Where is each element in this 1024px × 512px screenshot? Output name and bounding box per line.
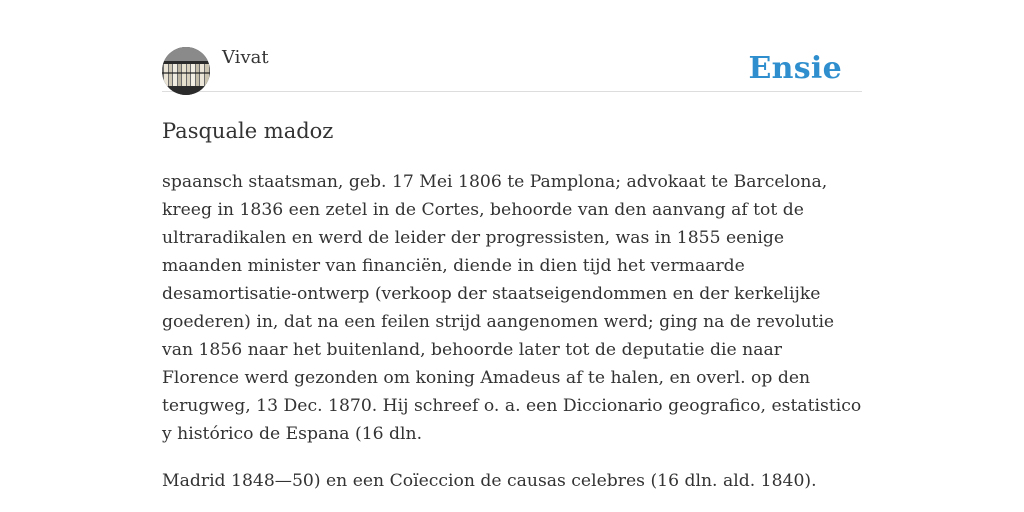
paragraph: spaansch staatsman, geb. 17 Mei 1806 te Pamplona; advokaat te Barcelona, kreeg in 1836 een zetel in de Cortes, behoorde van den aanvang af tot de ultraradikalen en werd de leider der progressisten, was in 1855 eenige maanden minister van financiën, diende in dien tijd het vermaarde desamortisatie-ontwerp (verkoop der staatseigendommen en der kerkelijke goederen) in, dat na een feilen strijd aangenomen werd; ging na de revolutie van 1856 naar het buitenland, behoorde later tot de deputatie die naar Florence werd gezonden om koning Amadeus af te halen, en overl. op den terugweg, 13 Dec. 1870. Hij schreef o. a. een Diccionario geografico, estatistico y histórico de Espana (16 dln. bbox=[162, 172, 862, 444]
book-spines-icon bbox=[162, 47, 210, 95]
source-name[interactable]: Vivat bbox=[222, 47, 269, 68]
page-container bbox=[162, 0, 862, 491]
article-body bbox=[162, 168, 862, 512]
paragraph: Madrid 1848—50) en een Coïeccion de causas celebres (16 dln. ald. 1840). bbox=[162, 471, 817, 491]
source-avatar[interactable] bbox=[162, 47, 210, 95]
article-title: Pasquale madoz bbox=[162, 119, 334, 143]
brand-logo[interactable]: Ensie bbox=[748, 51, 842, 86]
header bbox=[162, 0, 862, 92]
